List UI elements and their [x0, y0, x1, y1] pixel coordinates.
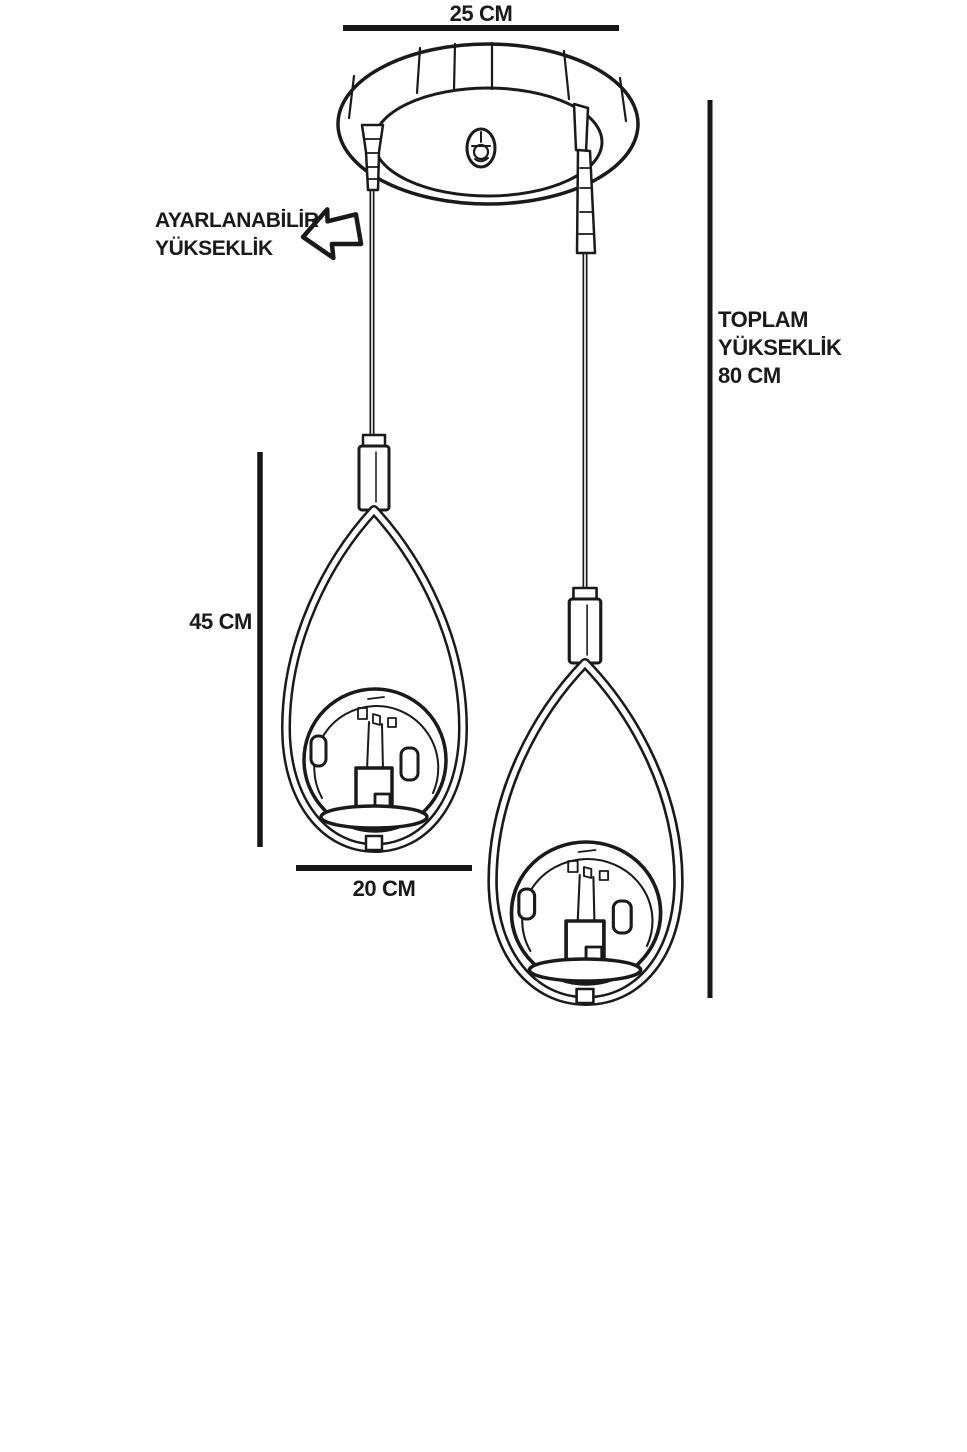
total-height-label-line2: YÜKSEKLİK — [718, 335, 842, 360]
drop-height-label: 45 CM — [189, 609, 252, 634]
pendant-lamp-left — [286, 435, 463, 850]
ceiling-canopy — [338, 43, 638, 204]
shade-width-label: 20 CM — [352, 876, 416, 901]
adjustable-height-label-line2: YÜKSEKLİK — [155, 237, 273, 260]
total-height-label-line1: TOPLAM — [718, 307, 809, 332]
adjustable-height-label-line1: AYARLANABİLİR — [155, 209, 319, 232]
pendant-lamp-right — [493, 588, 679, 1003]
right-cord-grip — [574, 104, 588, 152]
canopy-screw-icon — [467, 129, 495, 167]
canopy-width-label: 25 CM — [449, 1, 513, 26]
right-cord — [574, 104, 595, 600]
total-height-label-line3: 80 CM — [718, 363, 781, 388]
